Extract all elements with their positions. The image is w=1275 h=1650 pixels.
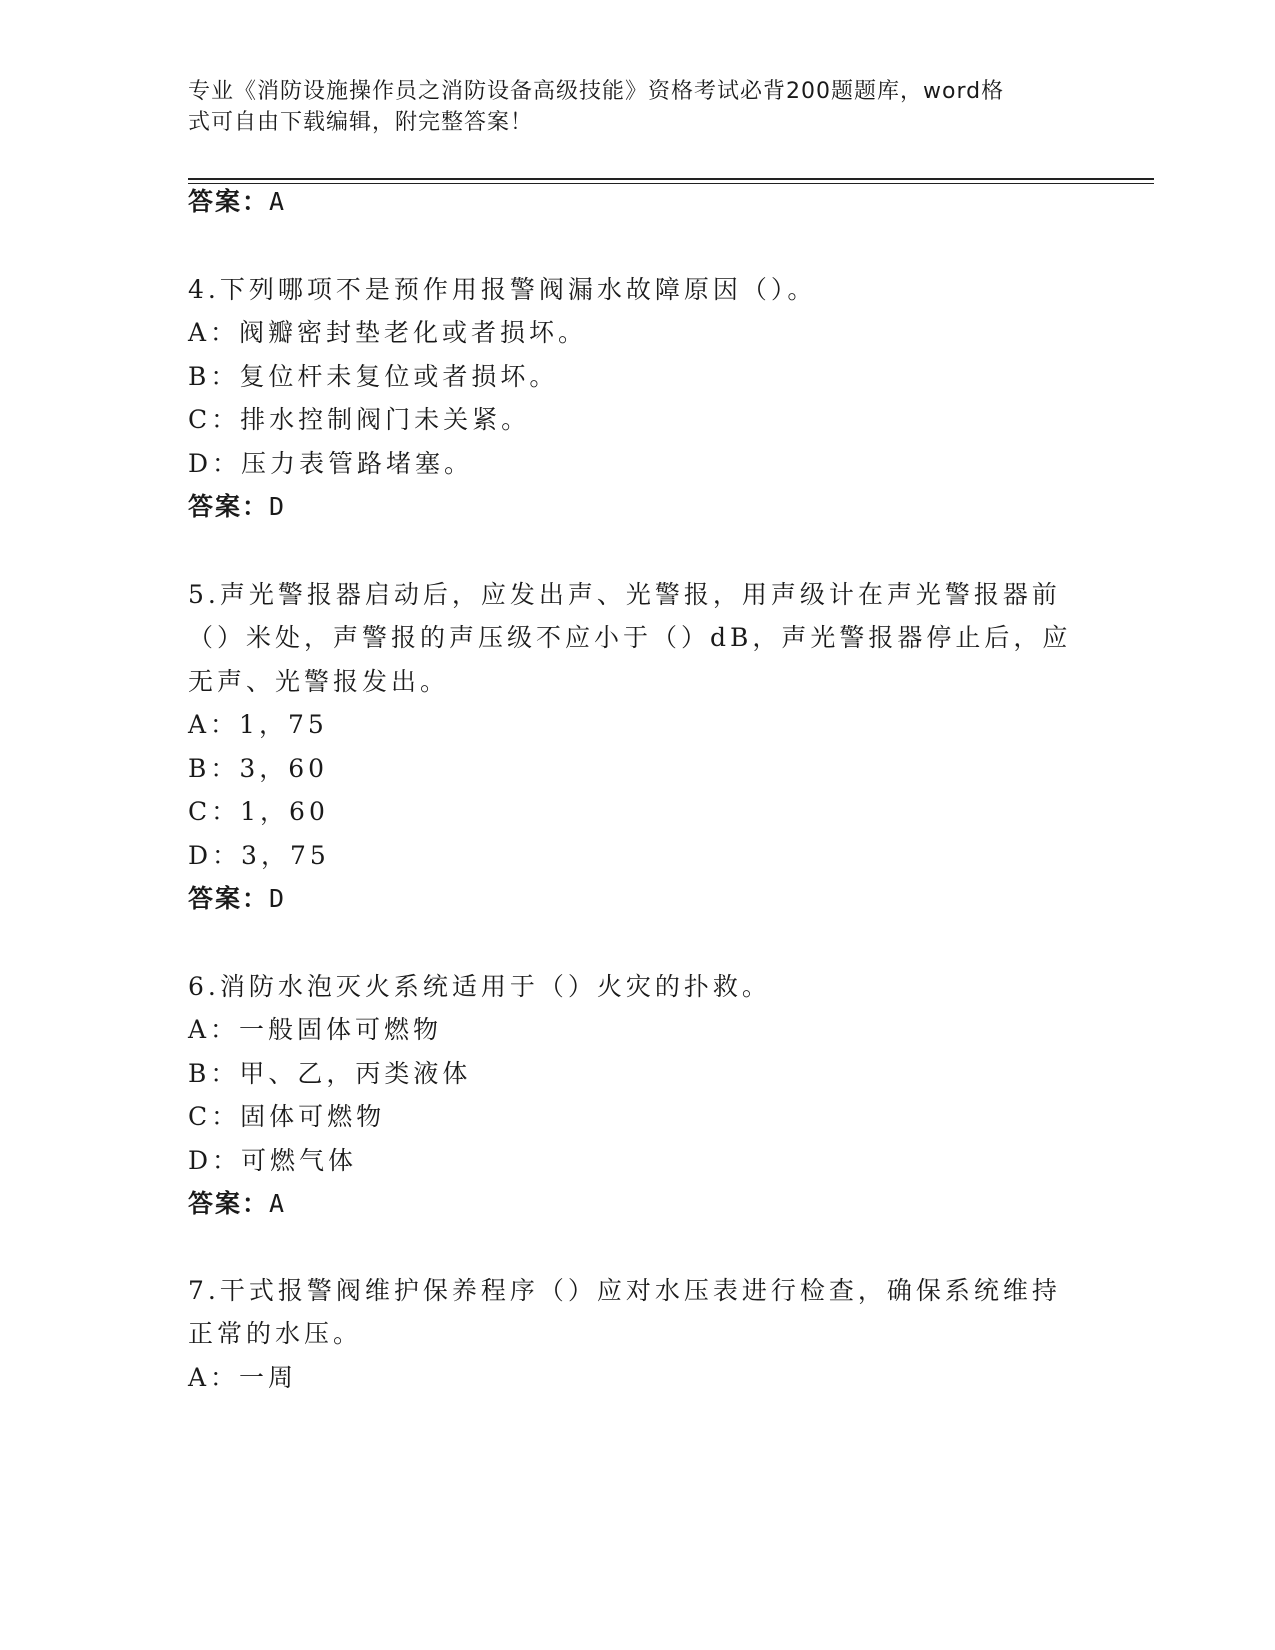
answer-line [188, 187, 286, 217]
header-line-2: 式可自由下载编辑，附完整答案！ [188, 110, 534, 135]
answer-value: A [269, 1189, 287, 1218]
answer-label: 答案： [188, 1189, 270, 1218]
question-6-option-d: D：可燃气体 [188, 1146, 358, 1175]
answer-value: D [269, 884, 287, 913]
header-divider-thin [188, 183, 1154, 184]
document-header [188, 76, 1068, 138]
question-4-option-a: A：阀瓣密封垫老化或者损坏。 [188, 318, 588, 347]
question-5-option-c: C：1，60 [188, 797, 329, 826]
question-6-option-a: A：一般固体可燃物 [188, 1015, 443, 1044]
question-5-answer [188, 884, 286, 914]
question-4-option-b: B：复位杆未复位或者损坏。 [188, 362, 559, 391]
question-6-option-c: C：固体可燃物 [188, 1102, 386, 1131]
question-6-option-b: B：甲、乙，丙类液体 [188, 1059, 472, 1088]
question-7-text-line-1: 7.干式报警阀维护保养程序（）应对水压表进行检查，确保系统维持 [188, 1276, 1061, 1305]
question-7-option-a: A：一周 [188, 1363, 298, 1392]
question-5-text-line-1: 5.声光警报器启动后，应发出声、光警报，用声级计在声光警报器前 [188, 580, 1061, 609]
question-4-answer [188, 492, 286, 522]
question-6-text: 6.消防水泡灭火系统适用于（）火灾的扑救。 [188, 972, 771, 1001]
question-5-text-line-3: 无声、光警报发出。 [188, 667, 450, 696]
answer-label: 答案： [188, 187, 270, 216]
question-4-option-c: C：排水控制阀门未关紧。 [188, 405, 531, 434]
question-5-option-d: D：3，75 [188, 841, 330, 870]
question-6-answer [188, 1189, 286, 1219]
question-5-text-line-2: （）米处，声警报的声压级不应小于（）dB，声光警报器停止后，应 [188, 623, 1072, 652]
answer-value: D [269, 492, 287, 521]
question-5-option-a: A：1，75 [188, 710, 328, 739]
question-4-option-d: D：压力表管路堵塞。 [188, 449, 474, 478]
answer-value: A [269, 187, 287, 216]
header-divider [188, 178, 1154, 180]
answer-label: 答案： [188, 884, 270, 913]
answer-label: 答案： [188, 492, 270, 521]
header-line-1: 专业《消防设施操作员之消防设备高级技能》资格考试必背200题题库，word格 [188, 79, 1005, 104]
question-5-option-b: B：3，60 [188, 754, 329, 783]
question-7-text-line-2: 正常的水压。 [188, 1319, 363, 1348]
question-4-text: 4.下列哪项不是预作用报警阀漏水故障原因（）。 [188, 275, 817, 304]
